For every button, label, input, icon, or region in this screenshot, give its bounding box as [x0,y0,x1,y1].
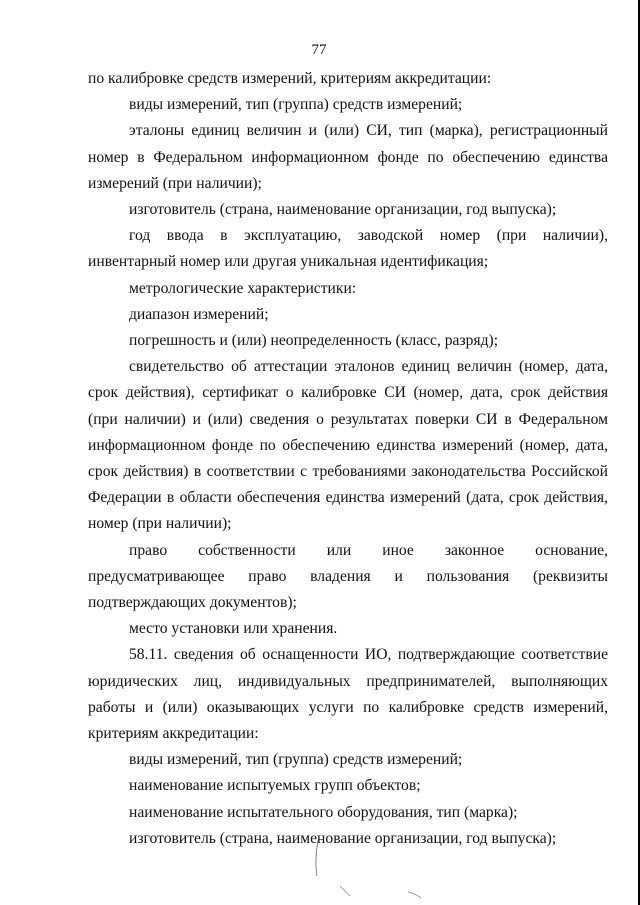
paragraph: право собственности или иное законное основание, предусматривающее право владения и пользования (реквизиты подтверждающих документов); [88,541,608,612]
paragraph: место установки или хранения. [129,620,338,638]
paragraph: эталоны единиц величин и (или) СИ, тип (марка), регистрационный номер в Федеральном информационном фонде по обеспечению единства измерений (при наличии); [88,122,608,192]
paragraph: диапазон измерений; [129,305,269,323]
paragraph: изготовитель (страна, наименование организации, год выпуска); [129,201,557,219]
paragraph: виды измерений, тип (группа) средств измерений; [129,751,463,769]
paragraph: погрешность и (или) неопределенность (класс, разряд); [129,332,499,350]
page-number: 77 [311,42,327,58]
paragraph: наименование испытательного оборудования, тип (марка); [129,803,518,821]
paragraph: виды измерений, тип (группа) средств измерений; [129,96,463,114]
document-body [88,66,608,852]
paragraph: изготовитель (страна, наименование организации, год выпуска); [129,829,557,847]
paragraph: метрологические характеристики: [129,279,357,297]
paragraph: год ввода в эксплуатацию, заводской номер (при наличии), инвентарный номер или другая уникальная идентификация; [88,227,608,271]
paragraph: наименование испытуемых групп объектов; [129,777,421,795]
paragraph: по калибровке средств измерений, критериям аккредитации: [88,70,492,87]
paragraph: 58.11. сведения об оснащенности ИО, подтверждающие соответствие юридических лиц, индивидуальных предпринимателей, выполняющих работы и (или) оказывающих услуги по калибровке средств измерений, критериям аккредитации: [88,646,608,743]
pen-mark-scribble [300,830,440,900]
paragraph: свидетельство об аттестации эталонов единиц величин (номер, дата, срок действия), сертификат о калибровке СИ (номер, дата, срок действия (при наличии) и (или) сведения о результатах поверки СИ в Федеральном информационном фонде по обеспечению единства измерений (номер, дата, срок действия) в соответствии с требованиями законодательства Российской Федерации в области обеспечения единства измерений (дата, срок действия, номер (при наличии); [88,358,608,533]
